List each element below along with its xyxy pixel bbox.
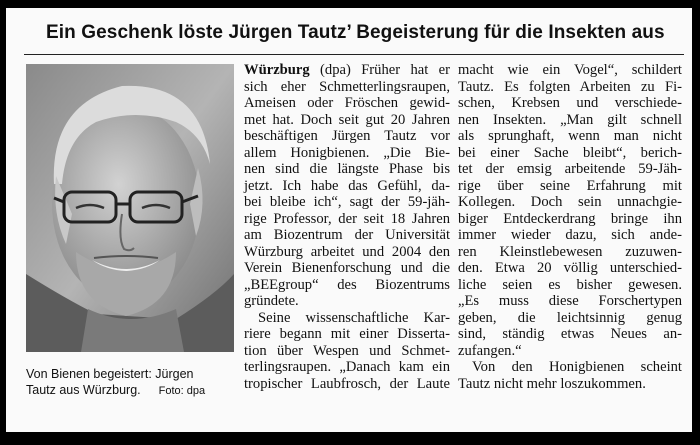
column-line: Seine wissenschaftliche Kar- [258, 309, 450, 326]
column-line: sind, ständig etwas Neues an- [458, 326, 682, 342]
column-line: jetzt. Ich habe das Gefühl, da- [244, 177, 450, 194]
column-line: bei bleibe ich“, sagt der 59-jäh- [244, 194, 450, 210]
article-column-1 [244, 62, 450, 392]
column-line: „BEEgroup“ des Biozentrums [244, 276, 450, 293]
column-line: Tautz nicht mehr loszukommen. [458, 375, 646, 392]
column-line: „Es muss diese Forschertypen [458, 293, 682, 309]
column-line: ren Kleinstlebewesen zuzuwen- [458, 243, 682, 260]
column-line: biger Entdeckerdrang bringe ihn [458, 210, 682, 227]
column-line: als sprunghaft, wenn man nicht [458, 128, 682, 144]
caption-line-1: Von Bienen begeistert: Jürgen [26, 367, 194, 381]
column-line: met hat. Doch seit gut 20 Jahren [244, 111, 450, 128]
column-line: bei einer Sache bleibt“, berich- [458, 144, 682, 161]
column-line: zufangen.“ [458, 342, 522, 359]
column-line: nen sind die längste Phase bis [244, 161, 450, 177]
column-line: Würzburg (dpa) Früher hat er [244, 62, 450, 78]
column-line: gründete. [244, 293, 299, 309]
column-line: allem Honigbienen. „Die Bie- [244, 144, 450, 161]
column-line: terlingsraupen. „Danach kam ein [244, 359, 450, 375]
column-line: riere begann mit einer Disserta- [244, 326, 450, 342]
column-line: rige Professor, der seit 18 Jahren [244, 210, 450, 227]
dateline: Würzburg [244, 62, 310, 78]
column-line: Tautz. Es folgten Arbeiten zu Fi- [458, 78, 682, 95]
column-line: macht wie ein Vogel“, schildert [458, 62, 682, 78]
column-line: am Biozentrum der Universität [244, 227, 450, 243]
newspaper-clipping [6, 8, 692, 432]
column-line: beschäftigen Jürgen Tautz vor [244, 128, 450, 144]
photo-credit: Foto: dpa [158, 385, 206, 397]
caption-line-2: Tautz aus Würzburg. [26, 383, 141, 397]
column-line: immer wieder dazu, sich ande- [458, 227, 682, 243]
column-line: liche seien es bisher gewesen. [458, 276, 682, 293]
headline-rule [24, 54, 684, 55]
column-line: sich eher Schmetterlingsraupen, [244, 78, 450, 95]
column-line: tet der emsig arbeitende 59-Jäh- [458, 161, 682, 177]
photo-caption [26, 366, 238, 399]
column-line: Von den Honigbienen scheint [472, 359, 682, 375]
column-line: Kollegen. Doch sein unnachgie- [458, 194, 682, 210]
column-line: tropischer Laubfrosch, der Laute [244, 375, 450, 392]
column-line: rige über seine Erfahrung mit [458, 177, 682, 194]
headline: Ein Geschenk löste Jürgen Tautz’ Begeisterung für die Insekten aus [46, 22, 665, 43]
column-line: geben, die leichtsinnig genug [458, 309, 682, 326]
column-line: Ameisen oder Fröschen gewid- [244, 95, 450, 111]
column-line: tion über Wespen und Schmet- [244, 342, 450, 359]
column-line: Würzburg arbeitet und 2004 den [244, 243, 450, 260]
column-line: den. Etwa 20 völlig unterschied- [458, 260, 682, 276]
portrait-photo [26, 64, 234, 352]
portrait-illustration [26, 64, 234, 352]
article-column-2 [458, 62, 682, 392]
column-line: schen, Krebsen und verschiede- [458, 95, 682, 111]
column-line: Verein Bienenforschung und die [244, 260, 450, 276]
column-line: nen Insekten. „Man gilt schnell [458, 111, 682, 128]
